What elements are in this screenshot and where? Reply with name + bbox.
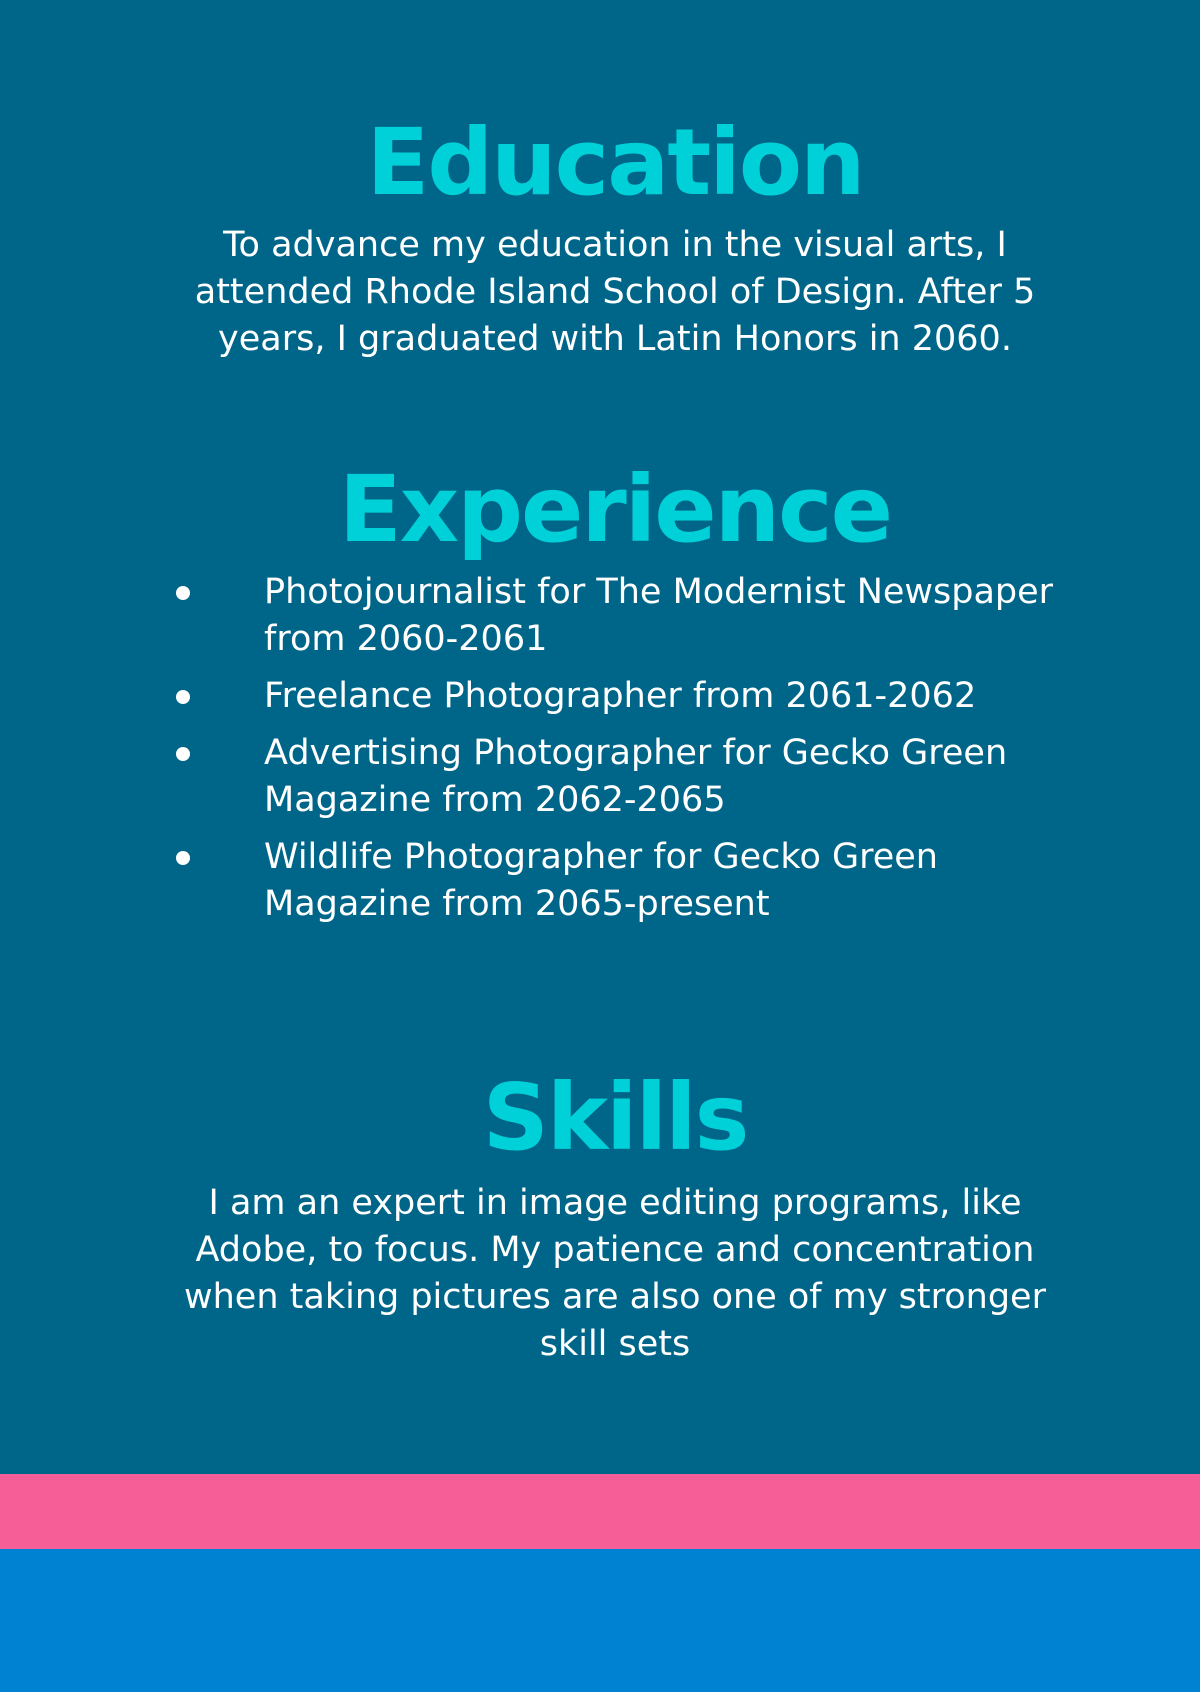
education-heading: Education xyxy=(366,109,864,216)
experience-item xyxy=(0,730,1200,824)
experience-item-text: Advertising Photographer for Gecko Green Magazine from 2062-2065 xyxy=(264,733,1008,820)
education-text: To advance my education in the visual arts, I attended Rhode Island School of Design. After 5 years, I graduated with Latin Honors in 2060. xyxy=(194,225,1036,359)
bullet-icon xyxy=(176,747,190,761)
experience-item-text: Photojournalist for The Modernist Newspaper from 2060-2061 xyxy=(264,572,1054,659)
pink-stripe xyxy=(0,1474,1200,1549)
bullet-icon xyxy=(176,851,190,865)
experience-item-text: Freelance Photographer from 2061-2062 xyxy=(264,676,977,716)
experience-list xyxy=(0,569,1200,938)
bullet-icon xyxy=(176,690,190,704)
experience-item-text: Wildlife Photographer for Gecko Green Magazine from 2065-present xyxy=(264,837,938,924)
bullet-icon xyxy=(176,586,190,600)
skills-text: I am an expert in image editing programs, like Adobe, to focus. My patience and concentration when taking pictures are also one of my stronger skill sets xyxy=(184,1183,1046,1364)
experience-item xyxy=(0,834,1200,928)
skills-heading: Skills xyxy=(482,1064,748,1171)
experience-item xyxy=(0,569,1200,663)
experience-heading: Experience xyxy=(338,456,892,563)
blue-stripe xyxy=(0,1549,1200,1692)
experience-item xyxy=(0,673,1200,720)
